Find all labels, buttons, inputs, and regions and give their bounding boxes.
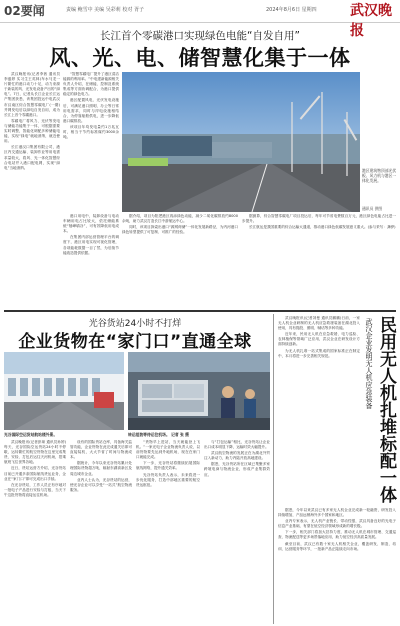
cargo-station-photo [4, 352, 124, 430]
paragraph: 截至目前，武汉已有数十家无人机相关企业，覆盖研发、制造、培训、运营服务等环节，一批新产品正陆续走向市场。 [278, 541, 396, 551]
story2-column-2 [70, 440, 132, 624]
page-section-label: 02要闻 [4, 4, 45, 18]
paragraph: 据介绍，项目为阳逻港区再添绿色动能，减少二氧化碳排放约8000余吨，助力武汉打造长江中游航运中心。 [122, 214, 238, 224]
story2-headline: 企业货物在“家门口”直通全球 [18, 332, 252, 352]
paragraph: 在光谷货站，工作人员正有序地对一批电子产品进行安检与打板，当天下午这批货物将直接运往机场。 [4, 482, 66, 497]
port-photo [122, 72, 360, 212]
story3-column-bottom [278, 508, 396, 624]
story1-column-4 [122, 214, 238, 308]
paragraph: 设有的国际货站仓库，具备海关监管功能，企业货物在此完成通关后即可直接装机，大大节省了时间与物流成本。 [70, 440, 132, 460]
story2-column-1 [4, 440, 66, 624]
issue-date: 2024年8月6日 星期四 [266, 7, 317, 13]
newspaper-logo: 武汉晚报 [350, 3, 392, 39]
paragraph: 零碳电厂将风力、光伏等发电与储能功能集于一体，可根据需要实时调整，智能化调配多种储能电能，实现“绿电”就地消纳，就近使用。 [4, 118, 60, 144]
story3-kicker: 武汉企业发明无人机应急装备 [365, 318, 373, 409]
story2-kicker: 光谷货站24小时不打烊 [88, 319, 182, 329]
paragraph: 近日，货站运营方介绍，光谷货站目前已开通多条国际航线货运业务，企业在“家门口”即可完成出口手续。 [4, 466, 66, 481]
paragraph: 下一步，相关部门将加大扶持力度，推动无人机在城市管理、交通巡查、物流配送等更多场景落地应用，助力低空经济高质量发展。 [278, 530, 396, 540]
paragraph: 武汉晚报讯(记者刘曼 通讯员鹏鹏)日前，一家无人机企业研制的无人机应急救援装备在湖北投入使用，具有抛投、照明、喊话等多种功能。 [278, 316, 360, 331]
paragraph: 长江航运是我国重要的综合运输大通道，推动港口绿色低碳发展意义重大。(参与采写：龚骅) [249, 225, 396, 230]
story1-column-3 [63, 214, 119, 308]
photographer-credit: 通讯员 供图 [362, 206, 383, 211]
paragraph: 业内专家表示，无人机产业链长、带动性强，武汉具备良好的光电子信息产业基础，有望在低空经济领域形成新的增长极。 [278, 519, 396, 529]
paragraph: 武汉晚报讯(记者李茜 通讯员李盛婷 实习生王英林)车水马龙一片繁忙的港口动力十足，动力来源于新装的风、光发电设备产出的“绿电”。7日，记者从长江企业长江运产集团获悉，该集团投运中电武汉市汉南区综合智慧零碳电厂(一期)并网发电后以绿电自发自用，成为长江上首个零碳港口。 [4, 72, 60, 117]
paragraph: 业内人士认为，光谷货站的运营，使光谷企业可以享受“一站式”航空物流服务。 [70, 477, 132, 492]
paragraph: “智慧零碳电厂提升了港区清洁能源的利用率。”中电建新能源相关负责人介绍，在储能、控制及系统集成等方面协调配合，为港口提供稳定的绿色电力。 [63, 72, 119, 97]
paragraph: 光谷货站负责人表示，未来将进一步优化服务，打造中部地区重要的航空货运枢纽。 [136, 472, 200, 487]
paragraph: 据悉，今年以来武汉已有多家无人机企业完成新一轮融资，研发投入持续增加，产品远销海外多个国家和地区。 [278, 508, 396, 518]
story3-column-top [278, 316, 360, 506]
paragraph: 武汉晚报讯(记者彭琛 通讯员孙婷)每天，光谷国际空运货站24小时不停歇，运转繁忙的航空货物在这里完成集货、安检、打包后运往天河机场，搭乘航班飞往世界各地。 [4, 440, 66, 465]
paragraph: 近年来，民用无人机在应急救援、电力巡检、农林植保等领域广泛应用，武汉企业在研发设计方面持续创新。 [278, 332, 360, 347]
cargo-station-image [4, 352, 124, 430]
story2-column-3 [136, 440, 200, 624]
story2-column-4 [204, 440, 270, 624]
story1-column-1 [4, 72, 60, 308]
paragraph: 同时，该项目探索出港口“源网荷储”一体化发展新路径，为内河港口绿色转型提供了可复制、可推广的经验。 [122, 225, 238, 235]
paragraph: 港区配置风电、光伏发电设施后，可满足港口照明、办公等日常用电需求，同时与岸电设施相结合，为停靠船舶供电，进一步降低港口碳排放。 [63, 98, 119, 123]
paragraph: 与“打包运输”相比，光谷货站让企业出口成本明显下降，运输时效大幅提升。 [204, 440, 270, 450]
paragraph: 长江港汉口集团有限公司，港区内交通运输、装卸作业等用电需求量较大，将风、光一体化智慧综合电站并入港口配电网，实现“绿电”当地消纳。 [4, 145, 60, 170]
cargo-handling-image [128, 352, 270, 430]
paragraph: 据测算，综合智慧零碳电厂项目投运后，每年可节省电费数百万元，港区绿色电能占比进一步提升。 [242, 214, 396, 224]
story3-headline: 民用无人机扎堆标配一体 [376, 316, 396, 503]
photo-caption: 港区建筑物顶部光伏板、风力机与港区一体化发展。 [362, 168, 397, 184]
paragraph: 据统计，今年以来光谷货站累计处理国际货物超万吨，辐射东湖高新区及周边城市企业。 [70, 461, 132, 476]
story1-column-5 [242, 214, 396, 308]
story1-kicker: 长江首个零碳港口实现绿色电能“自发自用” [100, 30, 300, 42]
editor-credits: 责编 鲍雪中 美编 吴彩莉 校对 胥子 [66, 7, 144, 13]
paragraph: 港口用电中，装卸设备与电动车辆用电占比较大，依托储能系统“削峰填谷”，可有效降低用电成本。 [63, 214, 119, 234]
paragraph: 武汉航空物流的发展正在为湖北外贸注入新动力，助力内陆开放高地建设。 [204, 451, 270, 461]
paragraph: “货物早上进站，当天就能登上飞机。”一家光电子企业物流负责人说，以前货物要先运到外地机场，现在在家门口就能完成。 [136, 440, 200, 460]
paragraph: 下一步，光谷货站将继续拓展国际航线网络，提升通关效率。 [136, 461, 200, 471]
paragraph: 该项目年均发电量约1万兆瓦时，相当于节约标准煤约3000余吨。 [63, 124, 119, 140]
paragraph: 在集团内部运营管理平台的调度下，港区用电实现可视化管理，各项能耗数据一目了然，为后续节能改造提供依据。 [63, 235, 119, 255]
cargo-handling-photo [128, 352, 270, 430]
column-rule [273, 314, 274, 624]
cargo-station-caption: 光谷国际空运货站航站楼外景。 [4, 432, 58, 437]
story1-column-2 [63, 72, 119, 210]
section-divider [4, 310, 396, 312]
paragraph: 为无人机扎堆一站式集成的国家标准正在制定中，本月将进一步完善相关规范。 [278, 348, 360, 358]
story1-headline: 风、光、电、储智慧化集于一体 [49, 46, 351, 70]
paragraph: 据悉，光谷货站所在区域已集聚多家跨境电商与物流企业，形成产业集群效应。 [204, 462, 270, 477]
cargo-handling-caption: 转运组装等待运往机场。 记者 张 摄 [128, 432, 189, 437]
port-photo-image [122, 72, 360, 212]
